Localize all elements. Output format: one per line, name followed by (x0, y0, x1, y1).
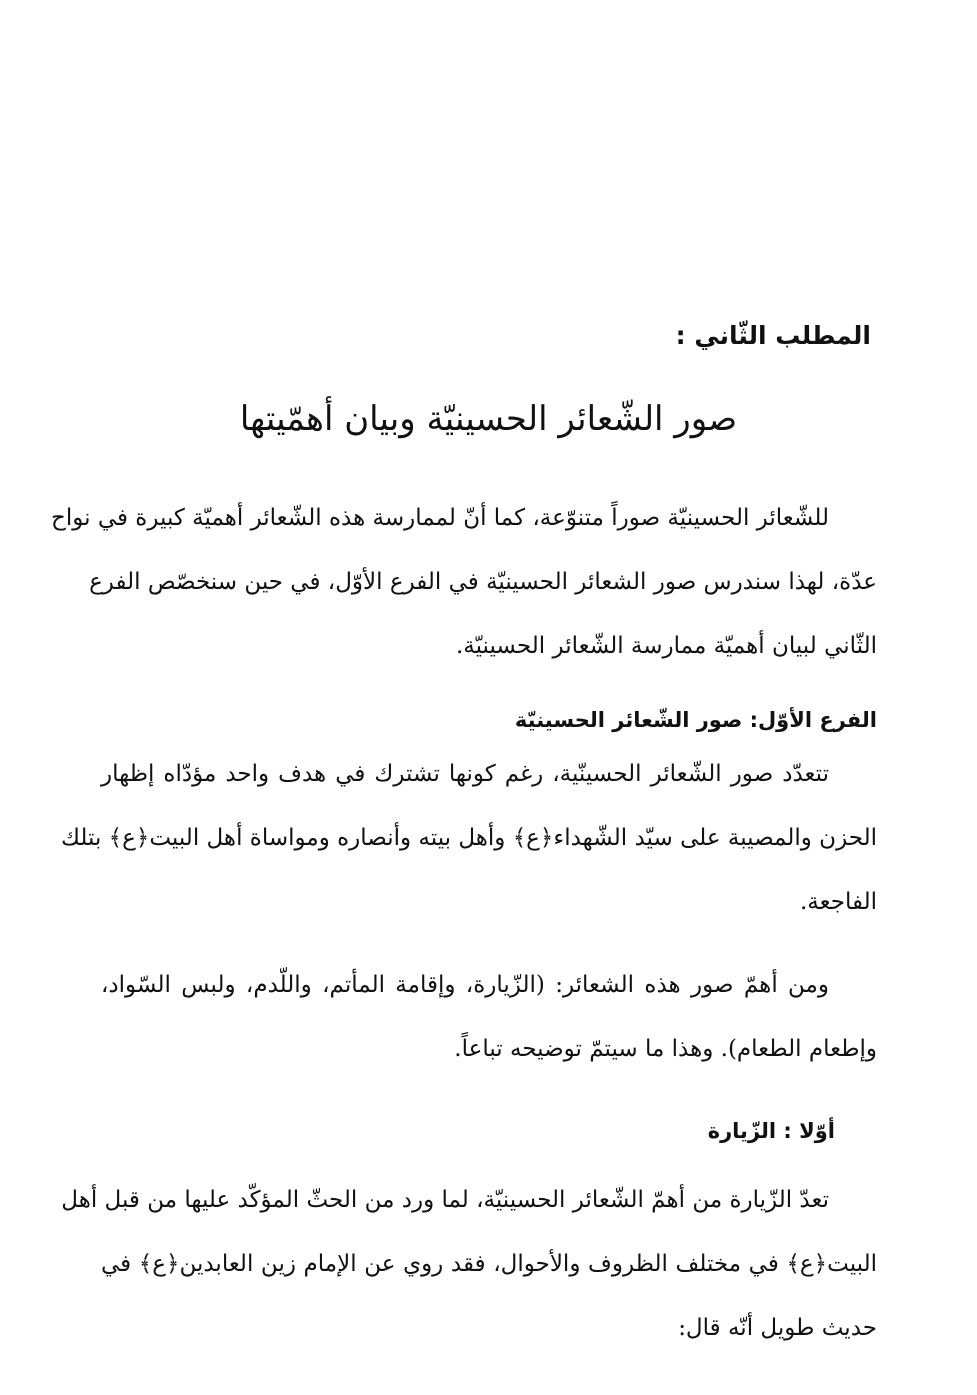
intro-paragraph (50, 486, 877, 678)
visit-heading: أوّلا : الزّيارة (707, 1119, 835, 1143)
text-line: للشّعائر الحسينيّة صوراً متنوّعة، كما أنّ لممارسة هذه الشّعائر أهميّة كبيرة في نواح (50, 505, 829, 531)
text-line: عدّة، لهذا سندرس صور الشعائر الحسينيّة في الفرع الأوّل، في حين سنخصّص الفرع (89, 569, 877, 595)
branch-paragraph (61, 742, 877, 934)
text-line: حديث طويل أنّه قال: (678, 1315, 877, 1341)
text-line: تعدّ الزّيارة من أهمّ الشّعائر الحسينيّة، لما ورد من الحثّ المؤكّد عليها من قبل أهل (61, 1187, 829, 1213)
branch-heading: الفرع الأوّل: صور الشّعائر الحسينيّة (514, 708, 877, 732)
text-line: ومن أهمّ صور هذه الشعائر: (الزّيارة، وإقامة المأتم، واللّدم، ولبس السّواد، (101, 972, 829, 998)
visit-paragraph (61, 1168, 877, 1360)
text-line: الفاجعة. (800, 889, 877, 915)
text-line: الثّاني لبيان أهميّة ممارسة الشّعائر الحسينيّة. (455, 633, 877, 659)
section-label: المطلب الثّاني : (675, 321, 871, 350)
text-line: الحزن والمصيبة على سيّد الشّهداء﴿ع﴾ وأهل بيته وأنصاره ومواساة أهل البيت﴿ع﴾ بتلك (61, 825, 877, 851)
text-line: البيت﴿ع﴾ في مختلف الظروف والأحوال، فقد روي عن الإمام زين العابدين﴿ع﴾ في (101, 1251, 877, 1277)
text-line: تتعدّد صور الشّعائر الحسينّية، رغم كونها تشترك في هدف واحد مؤدّاه إظهار (101, 761, 829, 787)
forms-paragraph (101, 953, 877, 1081)
page-title: صور الشّعائر الحسينيّة وبيان أهمّيتها (239, 399, 738, 439)
text-line: وإطعام الطعام). وهذا ما سيتمّ توضيحه تباعاً. (454, 1036, 877, 1062)
